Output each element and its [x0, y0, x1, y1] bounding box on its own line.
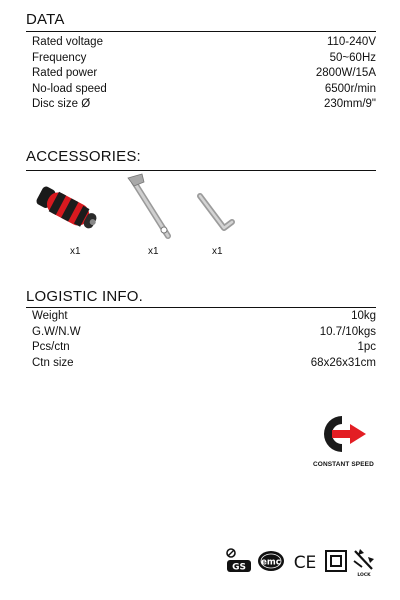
data-spec-table [32, 35, 376, 113]
lock-icon [350, 547, 378, 582]
spec-value: 6500r/min [324, 82, 376, 95]
spec-value: 68x26x31cm [310, 356, 376, 369]
emc-mark-icon [256, 547, 286, 580]
spec-label: Weight [32, 310, 68, 322]
spec-row-rated-voltage [32, 35, 376, 51]
accessories-section-title: ACCESSORIES: [26, 148, 141, 165]
spec-label: No-load speed [32, 82, 107, 95]
hex-key-icon [194, 192, 238, 245]
data-section-title: DATA [26, 11, 65, 28]
spec-row-disc-size [32, 97, 376, 113]
logistic-row-pcs-ctn [32, 340, 376, 356]
spec-label: Frequency [32, 51, 87, 64]
logistic-section-title: LOGISTIC INFO. [26, 288, 143, 305]
logistic-section-divider [26, 307, 376, 308]
lock-mark-text: LOCK [357, 573, 371, 577]
side-handle-qty: x1 [70, 246, 81, 257]
spec-value: 2800W/15A [315, 67, 376, 79]
data-section-divider [26, 31, 376, 32]
spec-row-rated-power [32, 66, 376, 82]
spec-label: Pcs/ctn [32, 341, 70, 353]
spec-value: 1pc [357, 341, 376, 353]
logistic-row-gw-nw [32, 325, 376, 341]
hex-key-qty: x1 [212, 246, 223, 257]
spec-label: Ctn size [32, 356, 74, 369]
spec-label: Rated power [32, 67, 98, 79]
spec-value: 230mm/9" [323, 98, 376, 110]
constant-speed-label: CONSTANT SPEED [313, 461, 374, 468]
gs-mark-text: GS [232, 562, 246, 573]
spec-label: Rated voltage [32, 36, 103, 48]
logistic-row-weight [32, 309, 376, 325]
spec-row-frequency [32, 51, 376, 67]
spec-row-no-load-speed [32, 82, 376, 98]
spec-value: 10.7/10kgs [319, 325, 376, 338]
pin-spanner-icon [124, 170, 178, 249]
spec-value: 50~60Hz [329, 51, 376, 64]
logistic-row-ctn-size [32, 356, 376, 372]
spec-label: G.W/N.W [32, 325, 81, 338]
spec-value: 110-240V [326, 36, 376, 48]
ce-mark-icon [290, 547, 320, 580]
spec-value: 10kg [351, 310, 376, 322]
constant-speed-icon [320, 412, 368, 461]
emc-mark-text: emc [261, 557, 281, 568]
gs-mark-icon [224, 547, 254, 580]
logistic-spec-table [32, 309, 376, 371]
double-insulation-icon [324, 547, 348, 580]
side-handle-icon [32, 182, 104, 241]
spec-label: Disc size Ø [32, 98, 91, 110]
accessories-section-divider [26, 170, 376, 171]
ce-mark-text: CE [293, 553, 317, 573]
pin-spanner-qty: x1 [148, 246, 159, 257]
